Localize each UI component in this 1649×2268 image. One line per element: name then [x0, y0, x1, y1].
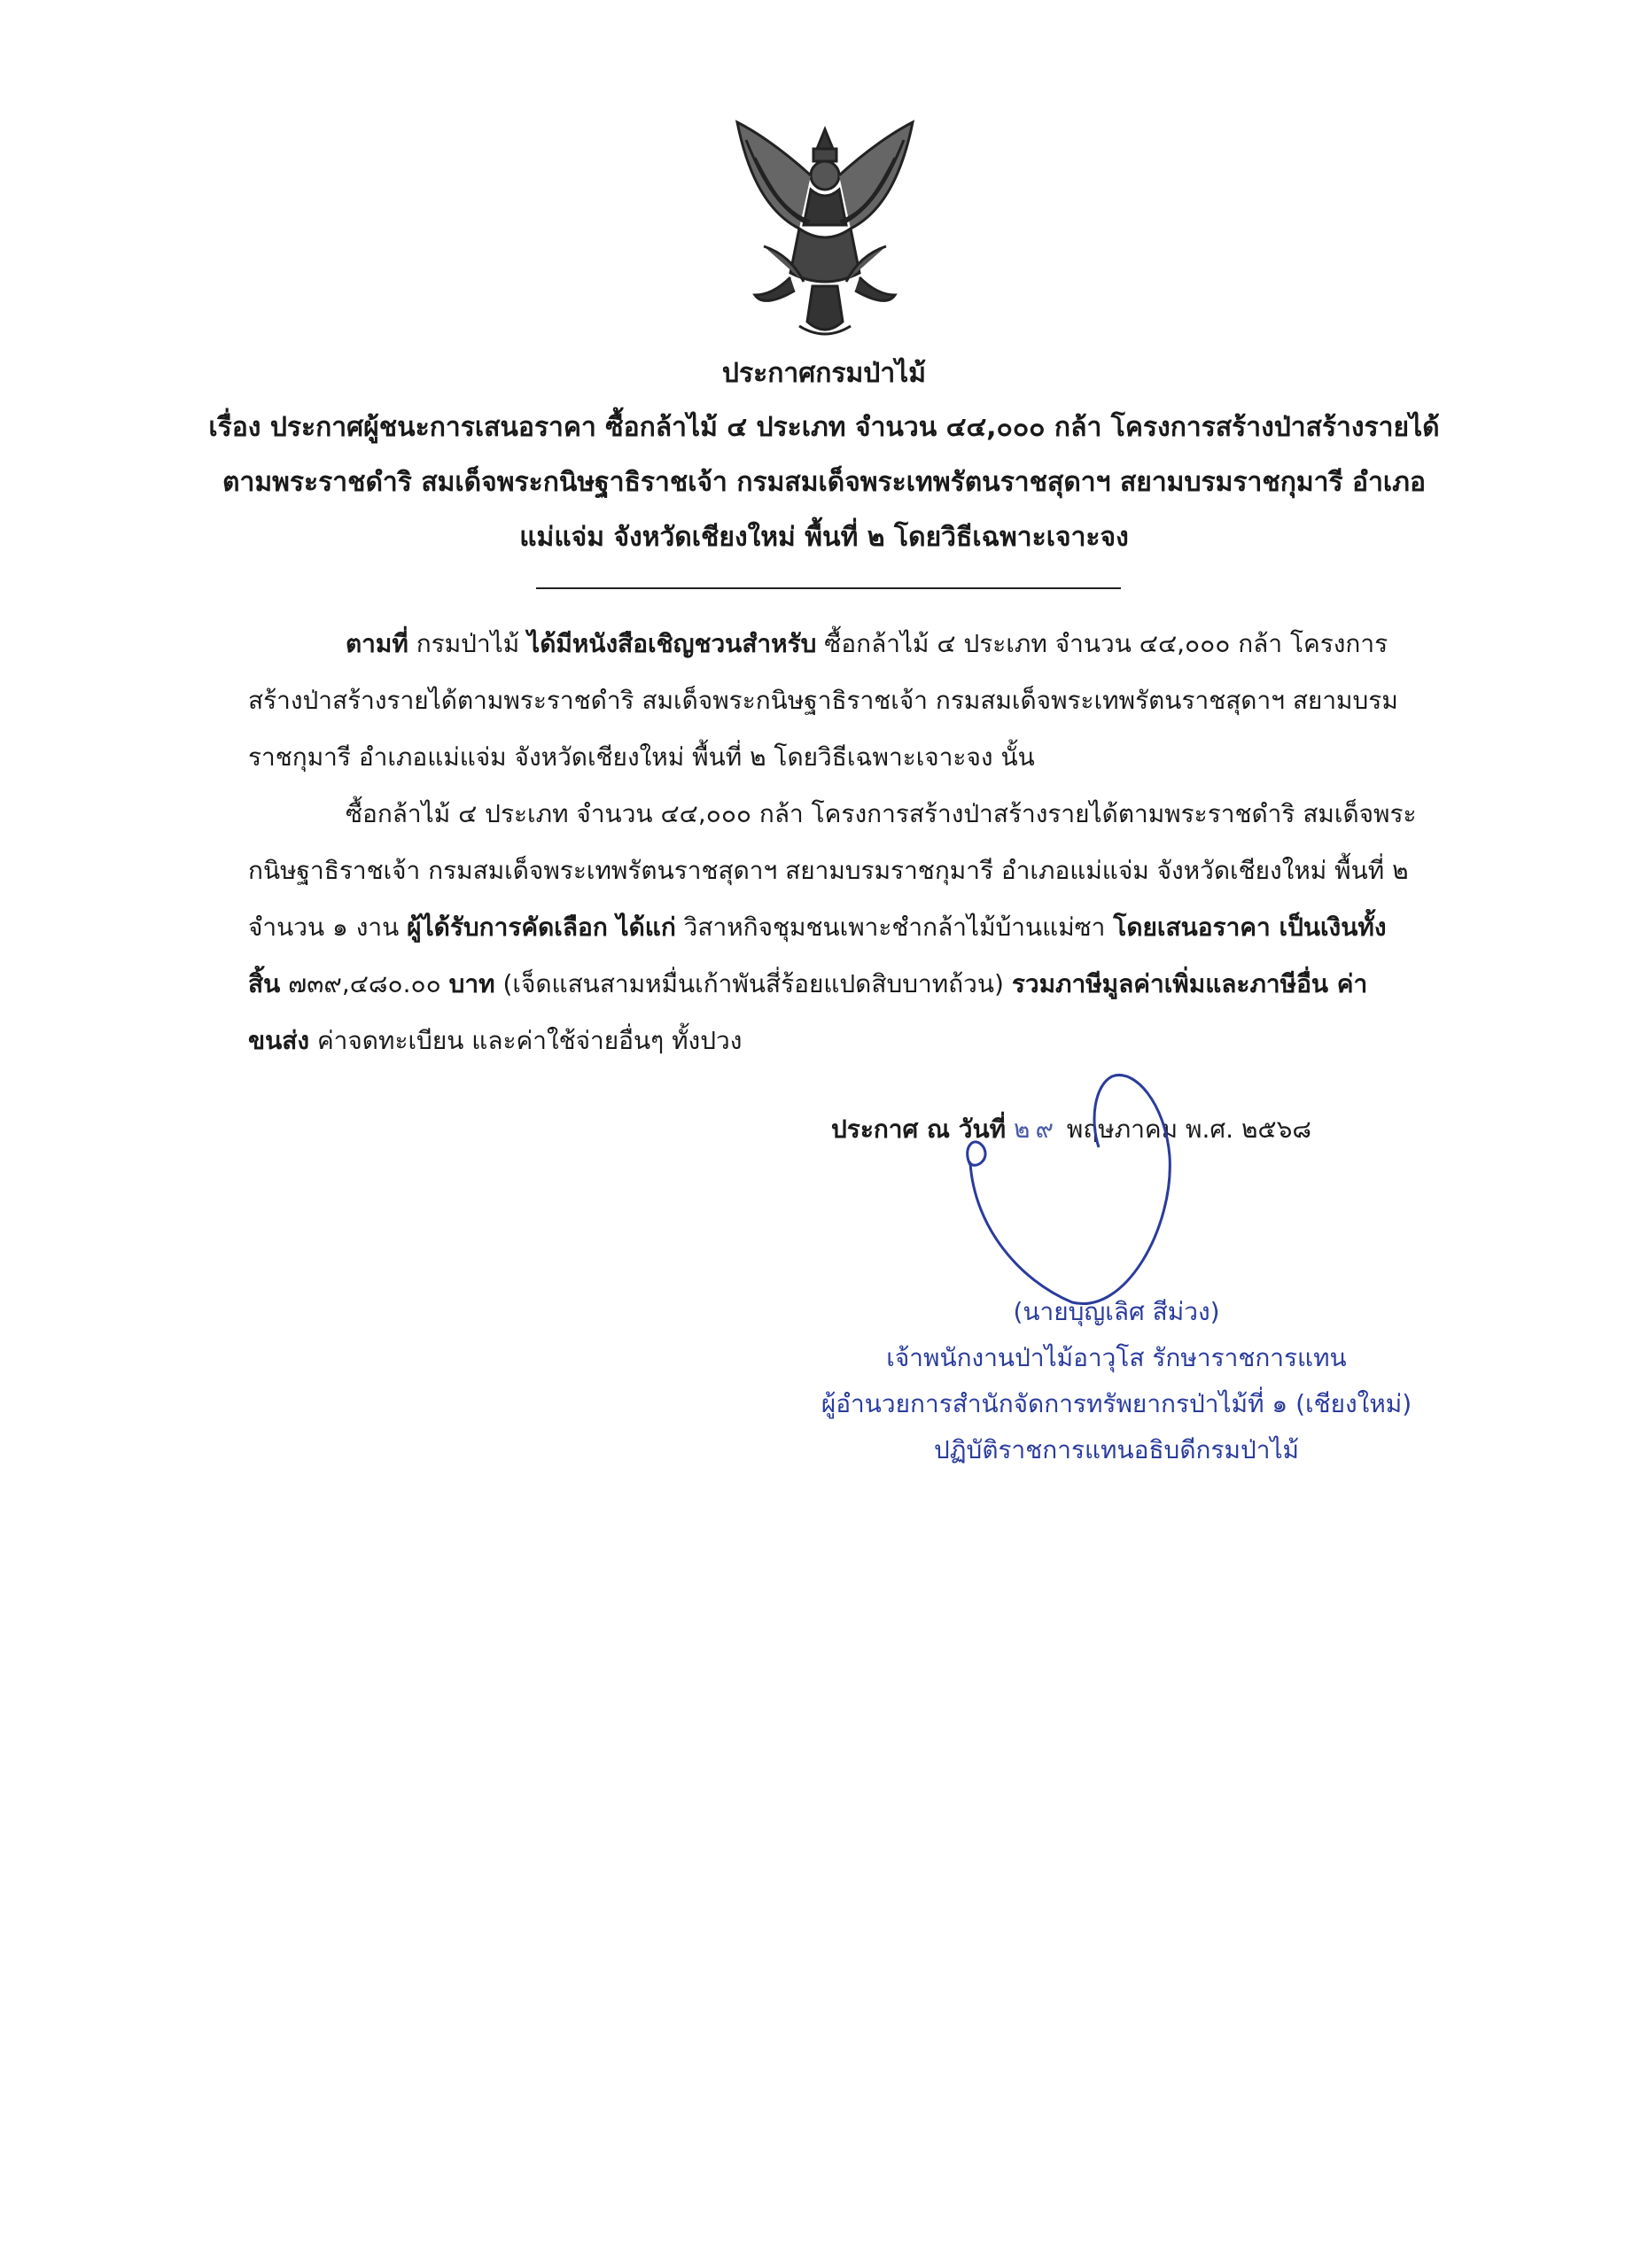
p2-g: (เจ็ดแสนสามหมื่นเก้าพันสี่ร้อยแปดสิบบาทถ้วน)	[494, 969, 1012, 998]
handwritten-signature	[922, 1050, 1223, 1316]
document-subject	[204, 400, 1444, 565]
subject-text: ประกาศผู้ชนะการเสนอราคา ซื้อกล้าไม้ ๔ ประเภท จำนวน ๔๔,๐๐๐ กล้า โครงการสร้างป่าสร้างรายได้ ตามพระราชดำริ สมเด็จพระกนิษฐาธิราชเจ้า กรมสมเด็จพระเทพรัตนราชสุดาฯ สยามบรมราชกุมารี อำเภอแม่แจ่ม จังหวัดเชียงใหม่ พื้นที่ ๒ โดยวิธีเฉพาะเจาะจง	[222, 412, 1440, 553]
announce-prefix: ประกาศ ณ วันที่	[831, 1115, 1007, 1144]
p2-c: วิสาหกิจชุมชนเพาะชำกล้าไม้บ้านแม่ซา	[675, 913, 1114, 942]
announce-month-year: พฤษภาคม พ.ศ. ๒๕๖๘	[1066, 1115, 1311, 1144]
signer-position-3: ปฏิบัติราชการแทนอธิบดีกรมป่าไม้	[933, 1435, 1299, 1464]
p2-a: ซื้อกล้าไม้ ๔ ประเภท จำนวน ๔๔,๐๐๐ กล้า โครงการสร้างป่าสร้างรายได้ตามพระราชดำริ สมเด็จพระกนิษฐาธิราชเจ้า กรมสมเด็จพระเทพรัตนราชสุดาฯ สยามบรมราชกุมารี อำเภอแม่แจ่ม จังหวัดเชียงใหม่ พื้นที่ ๒ จำนวน ๑ งาน	[248, 799, 1417, 942]
p2-i: ค่าจดทะเบียน และค่าใช้จ่ายอื่นๆ ทั้งปวง	[309, 1026, 743, 1055]
p1-lead: ตามที่	[346, 629, 408, 658]
signer-position-2: ผู้อำนวยการสำนักจัดการทรัพยากรป่าไม้ที่ ๑ (เชียงใหม่)	[821, 1389, 1412, 1418]
signer-position-1: เจ้าพนักงานป่าไม้อาวุโส รักษาราชการแทน	[886, 1343, 1347, 1372]
p2-d: โดยเสนอราคา เป็นเงินทั้งสิ้น	[248, 913, 1387, 998]
garuda-emblem-icon	[728, 113, 922, 344]
signature-block	[780, 1289, 1453, 1473]
document-title: ประกาศกรมป่าไม้	[721, 358, 927, 389]
p1-a: กรมป่าไม้	[408, 629, 528, 658]
announce-day: ๒๙	[1014, 1115, 1059, 1144]
p2-h: รวมภาษีมูลค่าเพิ่มและภาษีอื่น ค่าขนส่ง	[248, 969, 1368, 1055]
paragraph-1	[248, 616, 1418, 786]
title-divider	[536, 587, 1121, 589]
p2-b: ผู้ได้รับการคัดเลือก ได้แก่	[407, 913, 676, 942]
p1-b: ได้มีหนังสือเชิญชวนสำหรับ	[527, 629, 817, 658]
signer-name: (นายบุญเลิศ สีม่วง)	[1013, 1297, 1220, 1326]
p2-e: ๗๓๙,๔๘๐.๐๐	[280, 969, 449, 998]
subject-label: เรื่อง	[208, 412, 261, 443]
p2-f: บาท	[448, 969, 495, 998]
p1-c: ซื้อกล้าไม้ ๔ ประเภท จำนวน ๔๔,๐๐๐ กล้า โครงการสร้างป่าสร้างรายได้ตามพระราชดำริ สมเด็จพระกนิษฐาธิราชเจ้า กรมสมเด็จพระเทพรัตนราชสุดาฯ สยามบรมราชกุมารี อำเภอแม่แจ่ม จังหวัดเชียงใหม่ พื้นที่ ๒ โดยวิธีเฉพาะเจาะจง นั้น	[248, 629, 1398, 772]
paragraph-2	[248, 786, 1418, 1069]
